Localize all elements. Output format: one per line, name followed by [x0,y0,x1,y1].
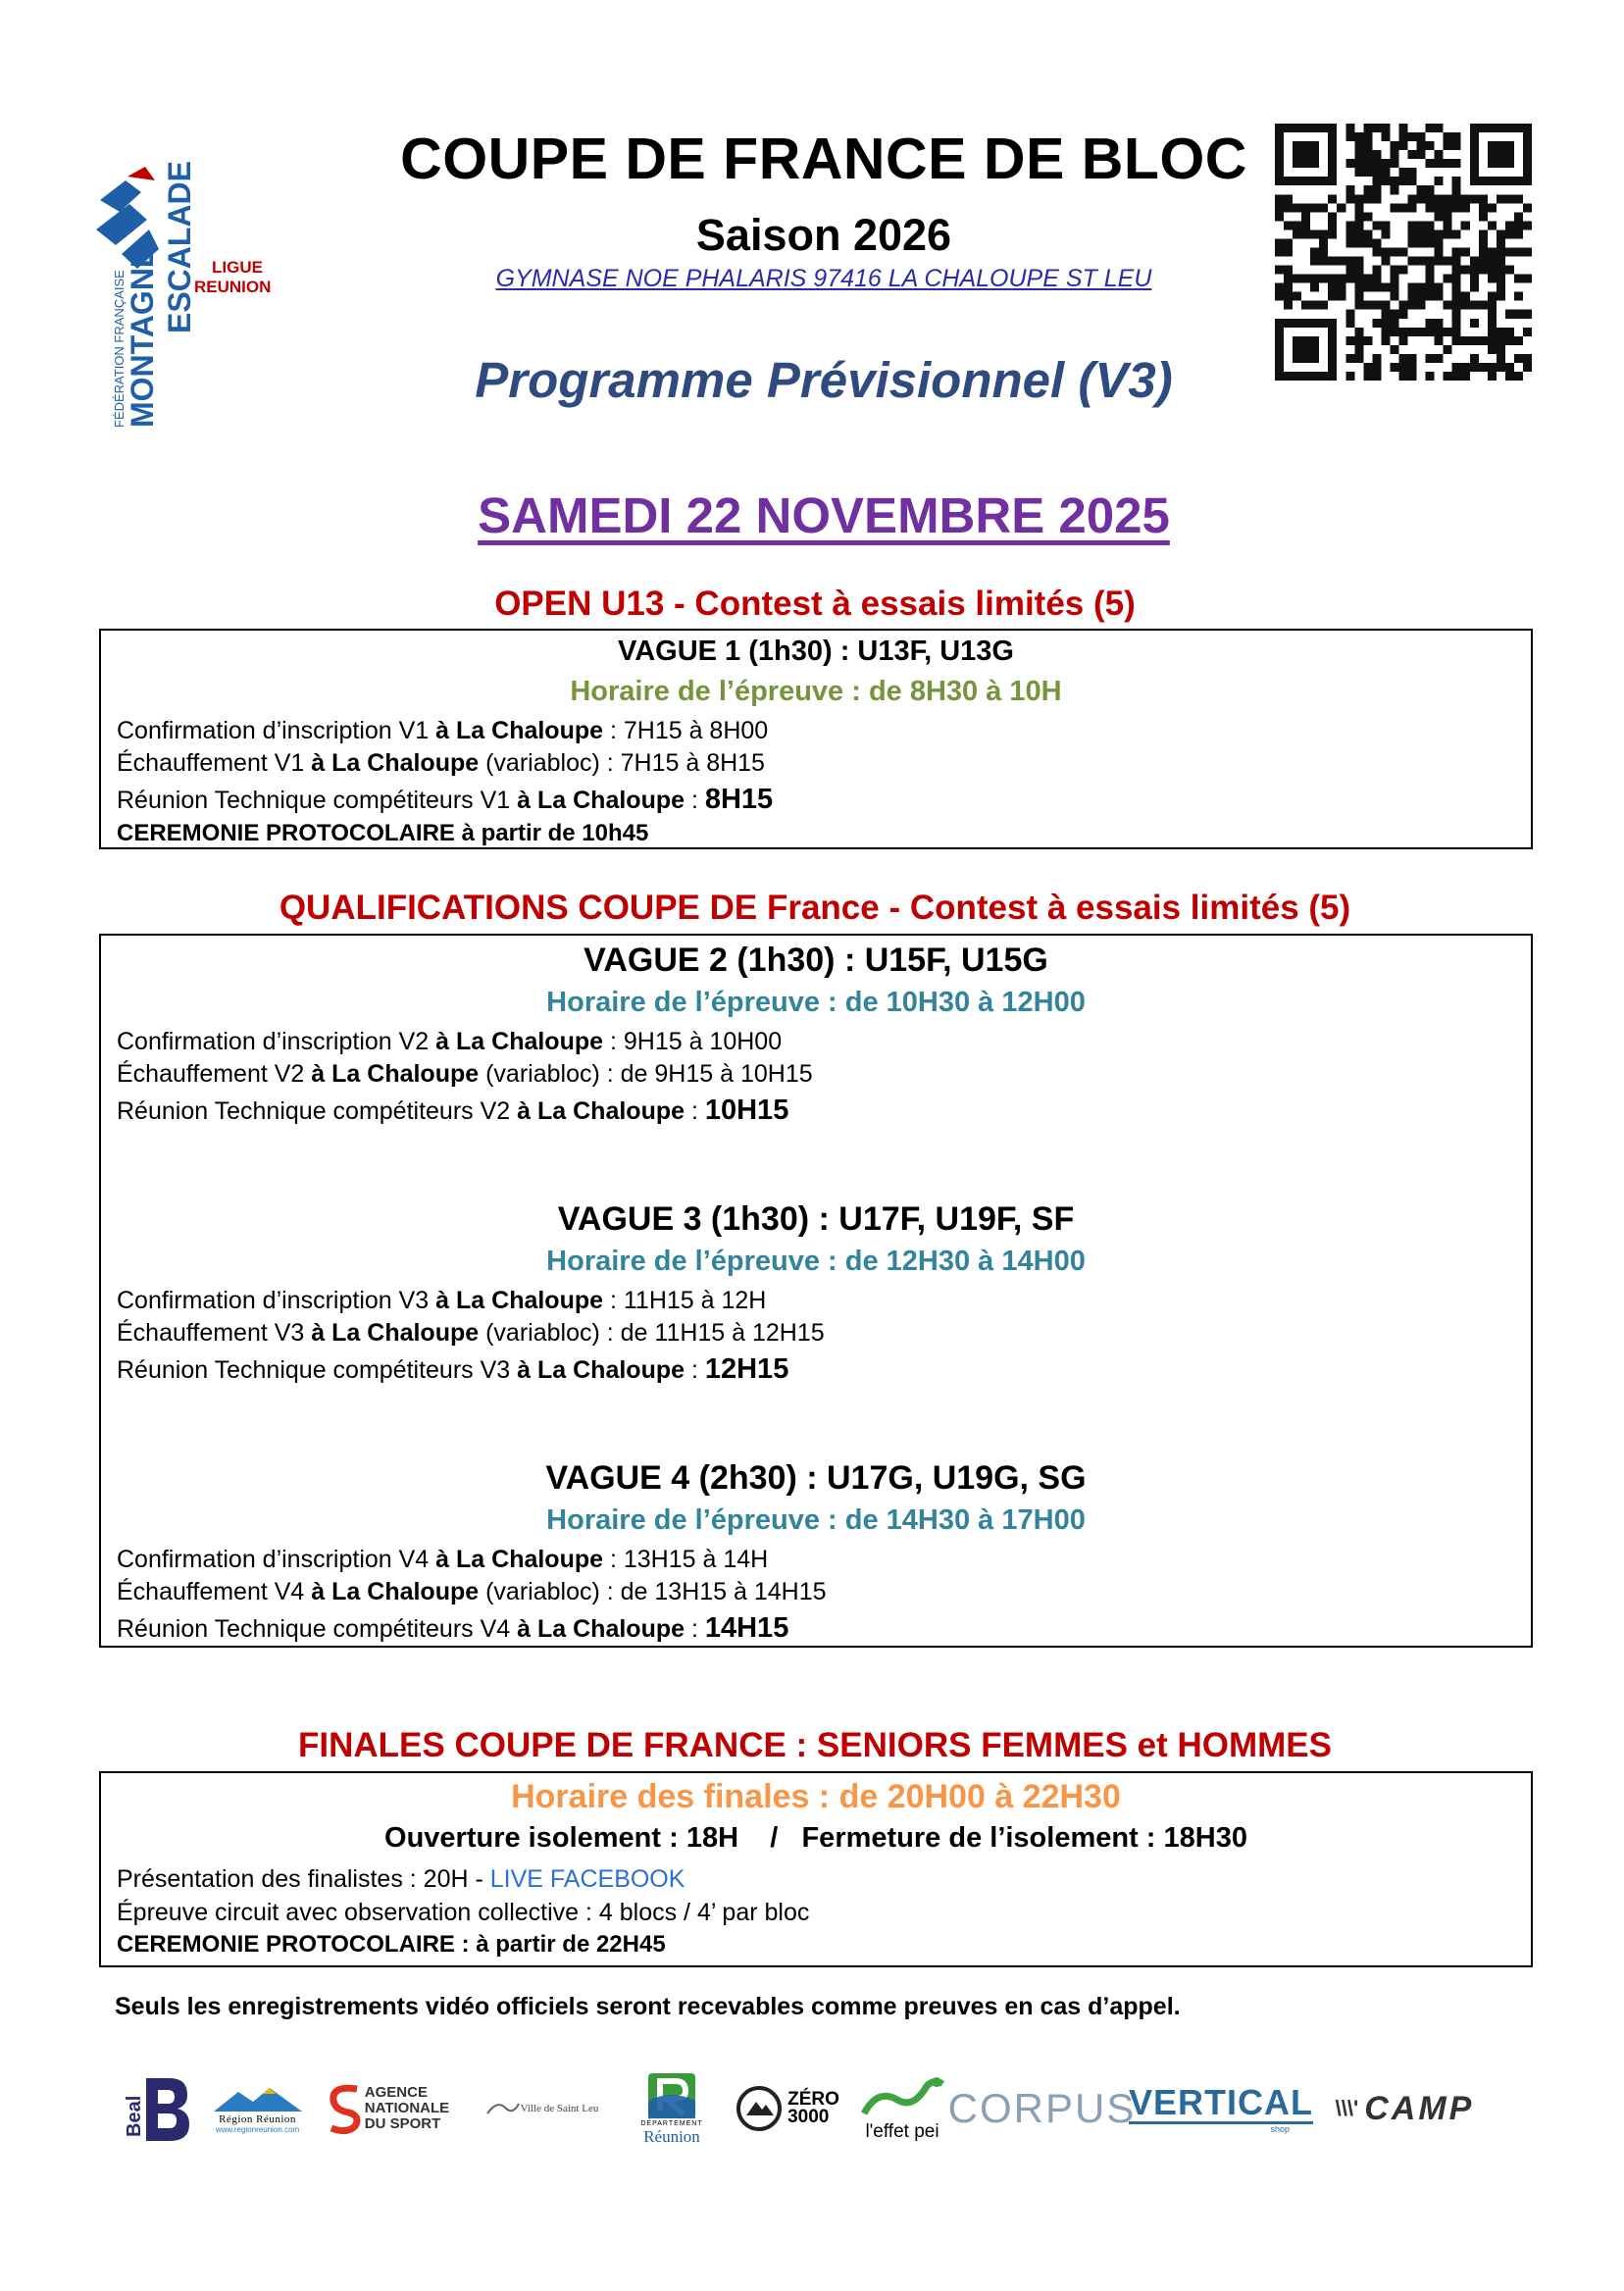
vague-3-horaire: Horaire de l’épreuve : de 12H30 à 14H00 [546,1246,1086,1277]
vague-3-reunion: Réunion Technique compétiteurs V3 à La Chaloupe : 12H15 [117,1353,789,1385]
vague-1-reunion: Réunion Technique compétiteurs V1 à La Chaloupe : 8H15 [117,784,774,815]
finales-presentation: Présentation des finalistes : 20H - LIVE FACEBOOK [117,1865,685,1893]
finales-title: FINALES COUPE DE FRANCE : SENIORS FEMMES et HOMMES [298,1726,1332,1764]
vertical-shop-logo: VERTICAL shop [1129,2081,1313,2134]
vague-4-reunion: Réunion Technique compétiteurs V4 à La Chaloupe : 14H15 [117,1612,789,1644]
saint-leu-logo: Ville de Saint Leu [471,2055,613,2163]
vague-4-echauffement: Échauffement V4 à La Chaloupe (variabloc) : de 13H15 à 14H15 [117,1578,827,1605]
season: Saison 2026 [695,210,952,260]
vague-3-confirmation: Confirmation d’inscription V3 à La Chaloupe : 11H15 à 12H [117,1287,767,1314]
vague-2-horaire: Horaire de l’épreuve : de 10H30 à 12H00 [546,987,1086,1018]
venue-link[interactable]: GYMNASE NOE PHALARIS 97416 LA CHALOUPE ST LEU [495,265,1152,292]
vague-3-title: VAGUE 3 (1h30) : U17F, U19F, SF [557,1200,1075,1238]
beal-logo [113,2055,191,2163]
ans-logo: AGENCE NATIONALE DU SPORT [314,2055,461,2163]
zero-3000-logo: ZÉRO 3000 [721,2055,853,2163]
ffme-logo [86,82,292,435]
logo-line2: MONTAGNE [125,246,160,428]
qr-code[interactable] [1275,124,1532,381]
region-reunion-logo: Région Réunion www.regionreunion.com [206,2055,309,2163]
vague-4-confirmation: Confirmation d’inscription V4 à La Chaloupe : 13H15 à 14H [117,1546,769,1573]
logo-line3: ESCALADE [162,160,197,333]
logo-line1: FÉDÉRATION FRANÇAISE [112,270,127,428]
qualifications-title: QUALIFICATIONS COUPE DE France - Contest à essais limités (5) [279,889,1351,927]
effet-pei-logo: l'effet pei [848,2055,956,2163]
vague-4-title: VAGUE 4 (2h30) : U17G, U19G, SG [545,1459,1087,1497]
vague-2-title: VAGUE 2 (1h30) : U15F, U15G [584,942,1048,979]
open-u13-box [99,629,1533,849]
corpus-logo: CORPUS [947,2085,1137,2131]
vague-4-horaire: Horaire de l’épreuve : de 14H30 à 17H00 [546,1504,1086,1536]
vague-2-confirmation: Confirmation d’inscription V2 à La Chaloupe : 9H15 à 10H00 [117,1028,783,1055]
vague-2-reunion: Réunion Technique compétiteurs V2 à La Chaloupe : 10H15 [117,1095,789,1126]
finales-box [99,1771,1533,1967]
logo-ligue2: REUNION [194,278,272,296]
svg-text:Beal: Beal [124,2095,145,2137]
appeal-note: Seuls les enregistrements vidéo officiels seront recevables comme preuves en cas d’appel. [115,1993,1181,2020]
finales-horaire: Horaire des finales : de 20H00 à 22H30 [511,1778,1121,1815]
vague-3-echauffement: Échauffement V3 à La Chaloupe (variabloc) : de 11H15 à 12H15 [117,1319,825,1347]
vague-1-title: VAGUE 1 (1h30) : U13F, U13G [618,636,1014,667]
vague-1-horaire: Horaire de l’épreuve : de 8H30 à 10H [570,676,1062,707]
camp-logo: \\\' CAMP [1335,2089,1475,2127]
page-title: COUPE DE FRANCE DE BLOC [400,127,1247,191]
vague-1-ceremonie: CEREMONIE PROTOCOLAIRE à partir de 10h45 [117,820,649,846]
vague-1-echauffement: Échauffement V1 à La Chaloupe (variabloc) : 7H15 à 8H15 [117,749,765,777]
logo-ligue1: LIGUE [212,258,263,277]
departement-reunion-logo: DÉPARTEMENT Réunion [618,2055,726,2163]
open-u13-title: OPEN U13 - Contest à essais limités (5) [494,585,1136,623]
sponsor-strip [113,2055,1525,2163]
program-title: Programme Prévisionnel (V3) [475,352,1173,408]
vague-2-echauffement: Échauffement V2 à La Chaloupe (variabloc) : de 9H15 à 10H15 [117,1060,813,1088]
event-date: SAMEDI 22 NOVEMBRE 2025 [478,487,1170,543]
finales-epreuve: Épreuve circuit avec observation collective : 4 blocs / 4’ par bloc [117,1899,810,1926]
finales-ceremonie: CEREMONIE PROTOCOLAIRE : à partir de 22H45 [117,1931,666,1958]
live-facebook-link[interactable]: LIVE FACEBOOK [489,1865,685,1893]
finales-isolement: Ouverture isolement : 18H / Fermeture de l’isolement : 18H30 [384,1822,1247,1854]
vague-1-confirmation: Confirmation d’inscription V1 à La Chaloupe : 7H15 à 8H00 [117,717,769,744]
qualifications-box [99,934,1533,1648]
